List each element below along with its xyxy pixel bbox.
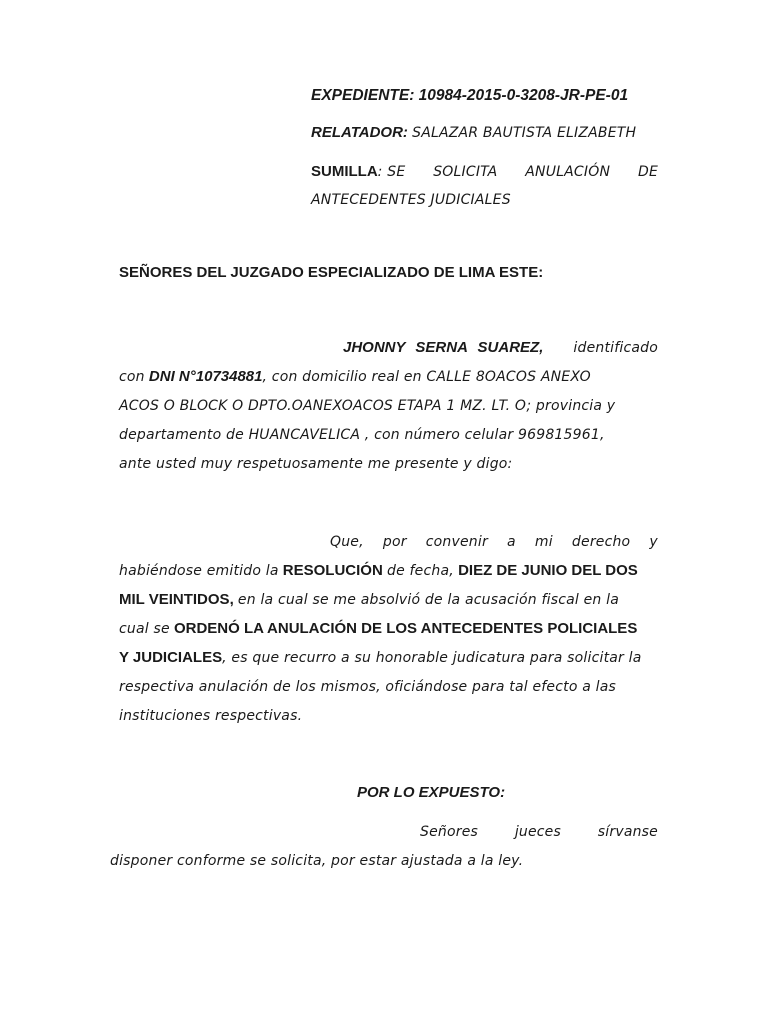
order-text-cont: Y JUDICIALES: [119, 649, 223, 666]
order-text: ORDENÓ LA ANULACIÓN DE LOS ANTECEDENTES POLICIALES: [173, 620, 638, 637]
intro-line-1: [343, 339, 658, 357]
body-text: de fecha,: [386, 563, 454, 579]
body-line-6: respectiva anulación de los mismos, oficiándose para tal efecto a las: [119, 679, 617, 695]
body-line-5: [119, 649, 642, 667]
sumilla-word: DE: [637, 164, 658, 180]
resolution-date-cont: MIL VEINTIDOS,: [119, 591, 234, 608]
body-line-7: instituciones respectivas.: [119, 708, 303, 724]
body-word: por: [382, 534, 407, 550]
closing-word: Señores: [420, 824, 479, 840]
expediente-line: [311, 87, 628, 105]
closing-line-1: [420, 823, 658, 841]
sumilla-word: ANULACIÓN: [525, 164, 611, 180]
intro-text: con: [119, 369, 145, 385]
sumilla-head: [311, 163, 405, 181]
intro-line-5: ante usted muy respetuosamente me presente y digo:: [119, 456, 513, 472]
body-word: derecho: [571, 534, 631, 550]
closing-word: sírvanse: [597, 824, 658, 840]
expediente-value: 10984-2015-0-3208-JR-PE-01: [418, 87, 629, 104]
intro-word: identificado: [573, 340, 658, 356]
relatador-value: SALAZAR BAUTISTA ELIZABETH: [412, 125, 637, 141]
sumilla-word: SOLICITA: [433, 164, 498, 180]
sumilla-line-2: ANTECEDENTES JUDICIALES: [311, 192, 511, 208]
body-text: en la cual se me absolvió de la acusación fiscal en la: [237, 592, 620, 608]
intro-line-2: [119, 368, 591, 386]
relatador-line: [311, 124, 636, 142]
body-text: , es que recurro a su honorable judicatura para solicitar la: [222, 650, 642, 666]
body-line-1: [330, 533, 658, 551]
addressee: SEÑORES DEL JUZGADO ESPECIALIZADO DE LIMA ESTE:: [119, 264, 544, 281]
body-line-3: [119, 591, 619, 609]
sumilla-word: : SE: [377, 164, 406, 180]
dni-number: DNI N°10734881: [148, 368, 263, 385]
body-word: a: [507, 534, 516, 550]
closing-line-2: disponer conforme se solicita, por estar ajustada a la ley.: [110, 853, 524, 869]
closing-word: jueces: [514, 824, 561, 840]
relatador-label: RELATADOR:: [311, 124, 408, 141]
sumilla-label: SUMILLA: [311, 163, 378, 180]
body-word: y: [649, 534, 658, 550]
closing-heading: POR LO EXPUESTO:: [357, 784, 506, 801]
resolution-label: RESOLUCIÓN: [282, 562, 383, 579]
intro-line-3: ACOS O BLOCK O DPTO.OANEXOACOS ETAPA 1 MZ. LT. O; provincia y: [119, 398, 616, 414]
applicant-name: JHONNY SERNA SUAREZ,: [343, 339, 544, 356]
intro-text: , con domicilio real en CALLE 8OACOS ANEXO: [262, 369, 591, 385]
body-word: mi: [534, 534, 553, 550]
sumilla-line-1: [311, 163, 658, 181]
body-line-2: [119, 562, 638, 580]
resolution-date: DIEZ DE JUNIO DEL DOS: [458, 562, 638, 579]
expediente-label: EXPEDIENTE:: [311, 87, 415, 104]
intro-line-4: departamento de HUANCAVELICA , con número celular 969815961,: [119, 427, 605, 443]
body-word: Que,: [330, 534, 364, 550]
body-line-4: [119, 620, 637, 638]
body-text: habiéndose emitido la: [119, 563, 279, 579]
body-text: cual se: [119, 621, 170, 637]
body-word: convenir: [425, 534, 488, 550]
